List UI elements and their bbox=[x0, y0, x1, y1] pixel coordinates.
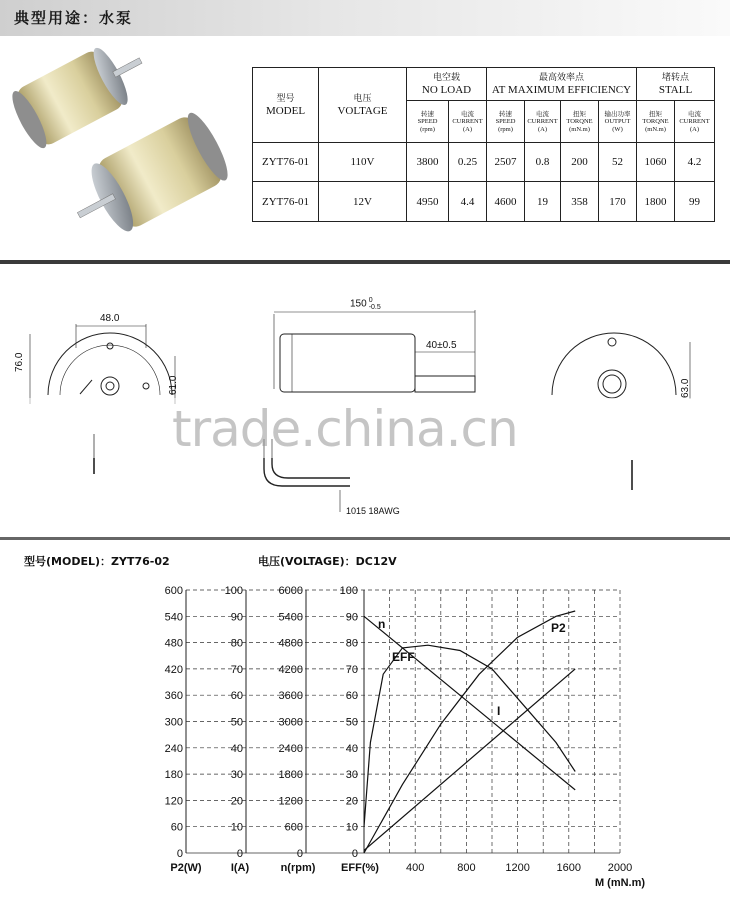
y-tick-label: 80 bbox=[230, 637, 243, 650]
y-tick-label: 50 bbox=[345, 716, 358, 729]
y-tick-label: 60 bbox=[170, 821, 183, 834]
table-cell: 0.8 bbox=[525, 143, 561, 182]
subheader-cell: 电流 CURRENT (A) bbox=[449, 101, 487, 143]
y-tick-label: 10 bbox=[345, 821, 358, 834]
y-tick-label: 50 bbox=[230, 716, 243, 729]
dim-shaft-label: 40±0.5 bbox=[426, 340, 457, 351]
header-model: 型号 MODEL bbox=[253, 68, 319, 143]
y-tick-label: 10 bbox=[230, 821, 243, 834]
banner-title: 典型用途：水泵 bbox=[14, 9, 134, 27]
y-tick-label: 3000 bbox=[278, 716, 303, 729]
axis-title: I(A) bbox=[230, 862, 250, 874]
y-tick-label: 90 bbox=[230, 611, 243, 624]
dim-length-label bbox=[350, 297, 381, 311]
subheader-cell: 扭矩 TORQNE (mN.m) bbox=[637, 101, 675, 143]
y-tick-label: 240 bbox=[164, 742, 183, 755]
y-tick-label: 40 bbox=[230, 742, 243, 755]
y-tick-label: 30 bbox=[230, 769, 243, 782]
y-tick-label: 300 bbox=[164, 716, 183, 729]
y-tick-label: 2400 bbox=[278, 742, 303, 755]
y-tick-label: 60 bbox=[230, 690, 243, 703]
table-cell: 1800 bbox=[637, 182, 675, 222]
header-voltage: 电压 VOLTAGE bbox=[319, 68, 407, 143]
table-cell: 2507 bbox=[487, 143, 525, 182]
series-label-p2: P2 bbox=[551, 621, 566, 635]
dim-inner-label: 61.0 bbox=[168, 375, 179, 395]
motor-upper bbox=[6, 40, 155, 152]
y-tick-label: 5400 bbox=[278, 611, 303, 624]
subheader-cell: 转速 SPEED (rpm) bbox=[407, 101, 449, 143]
y-tick-label: 1800 bbox=[278, 769, 303, 782]
x-tick-label: 800 bbox=[457, 862, 476, 874]
dim-height-label: 76.0 bbox=[14, 352, 25, 372]
y-tick-label: 540 bbox=[164, 611, 183, 624]
axis-title: EFF(%) bbox=[341, 862, 379, 874]
table-cell: 358 bbox=[561, 182, 599, 222]
y-tick-label: 120 bbox=[164, 795, 183, 808]
dim-right-label: 63.0 bbox=[680, 378, 691, 398]
motor-photo bbox=[0, 40, 250, 245]
y-tick-label: 0 bbox=[236, 848, 243, 860]
header-max-efficiency: 最高效率点 AT MAXIMUM EFFICIENCY bbox=[487, 68, 637, 101]
subheader-cell: 输出功率 OUTPUT (W) bbox=[599, 101, 637, 143]
y-tick-label: 40 bbox=[345, 742, 358, 755]
table-cell: 19 bbox=[525, 182, 561, 222]
subheader-cell: 扭矩 TORQNE (mN.m) bbox=[561, 101, 599, 143]
series-label-eff: EFF bbox=[392, 650, 415, 664]
y-tick-label: 4800 bbox=[278, 637, 303, 650]
series-label-i: I bbox=[497, 704, 501, 718]
y-tick-label: 6000 bbox=[278, 585, 303, 597]
table-cell: 52 bbox=[599, 143, 637, 182]
motor-lower bbox=[61, 108, 234, 245]
y-tick-label: 20 bbox=[345, 795, 358, 808]
y-tick-label: 100 bbox=[224, 585, 243, 597]
y-tick-label: 70 bbox=[230, 663, 243, 676]
chart-voltage-label: 电压(VOLTAGE)：DC12V bbox=[258, 555, 397, 568]
table-row bbox=[253, 143, 715, 182]
y-tick-label: 600 bbox=[164, 585, 183, 597]
table-cell: 200 bbox=[561, 143, 599, 182]
section-divider bbox=[0, 537, 730, 540]
table-cell: 4.2 bbox=[675, 143, 715, 182]
table-cell: 1060 bbox=[637, 143, 675, 182]
x-tick-label: 400 bbox=[406, 862, 425, 874]
y-tick-label: 480 bbox=[164, 637, 183, 650]
x-axis-title: M (mN.m) bbox=[594, 877, 646, 889]
chart-model-label: 型号(MODEL)：ZYT76-02 bbox=[24, 555, 170, 568]
y-tick-label: 0 bbox=[351, 848, 358, 860]
dim-length-tolerance: 0 -0.5 bbox=[368, 297, 381, 311]
y-tick-label: 600 bbox=[284, 821, 303, 834]
y-tick-label: 180 bbox=[164, 769, 183, 782]
table-cell: 0.25 bbox=[449, 143, 487, 182]
table-cell: 4950 bbox=[407, 182, 449, 222]
series-line-eff bbox=[364, 645, 575, 827]
title-banner bbox=[0, 0, 730, 36]
y-tick-label: 4200 bbox=[278, 663, 303, 676]
y-tick-label: 80 bbox=[345, 637, 358, 650]
y-tick-label: 0 bbox=[176, 848, 183, 860]
dim-length-value: 150 bbox=[350, 298, 367, 310]
table-cell: 4.4 bbox=[449, 182, 487, 222]
y-tick-label: 3600 bbox=[278, 690, 303, 703]
table-cell: 99 bbox=[675, 182, 715, 222]
dim-width-label: 48.0 bbox=[100, 313, 120, 324]
wire-spec-label: 1015 18AWG bbox=[346, 506, 400, 516]
series-label-n: n bbox=[378, 617, 386, 631]
axis-title: P2(W) bbox=[170, 862, 202, 874]
header-stall: 堵转点 STALL bbox=[637, 68, 715, 101]
table-cell: 12V bbox=[319, 182, 407, 222]
x-tick-label: 1200 bbox=[505, 862, 530, 874]
table-cell: 170 bbox=[599, 182, 637, 222]
x-tick-label: 1600 bbox=[556, 862, 582, 874]
y-tick-label: 360 bbox=[164, 690, 183, 703]
y-tick-label: 90 bbox=[345, 611, 358, 624]
y-tick-label: 420 bbox=[164, 663, 183, 676]
table-row bbox=[253, 182, 715, 222]
y-tick-label: 20 bbox=[230, 795, 243, 808]
y-tick-label: 30 bbox=[345, 769, 358, 782]
watermark-text: trade.china.cn bbox=[172, 400, 518, 458]
y-tick-label: 100 bbox=[339, 585, 358, 597]
subheader-cell: 转速 SPEED (rpm) bbox=[487, 101, 525, 143]
y-tick-label: 1200 bbox=[278, 795, 303, 808]
x-tick-label: 2000 bbox=[607, 862, 633, 874]
table-cell: 3800 bbox=[407, 143, 449, 182]
y-tick-label: 0 bbox=[296, 848, 303, 860]
y-tick-label: 70 bbox=[345, 663, 358, 676]
axis-title: n(rpm) bbox=[280, 862, 316, 874]
table-cell: 110V bbox=[319, 143, 407, 182]
spec-table bbox=[252, 67, 715, 222]
performance-chart bbox=[0, 575, 730, 897]
y-tick-label: 60 bbox=[345, 690, 358, 703]
header-no-load: 电空载 NO LOAD bbox=[407, 68, 487, 101]
table-cell: 4600 bbox=[487, 182, 525, 222]
subheader-cell: 电流 CURRENT (A) bbox=[525, 101, 561, 143]
table-cell: ZYT76-01 bbox=[253, 143, 319, 182]
table-cell: ZYT76-01 bbox=[253, 182, 319, 222]
subheader-cell: 电流 CURRENT (A) bbox=[675, 101, 715, 143]
